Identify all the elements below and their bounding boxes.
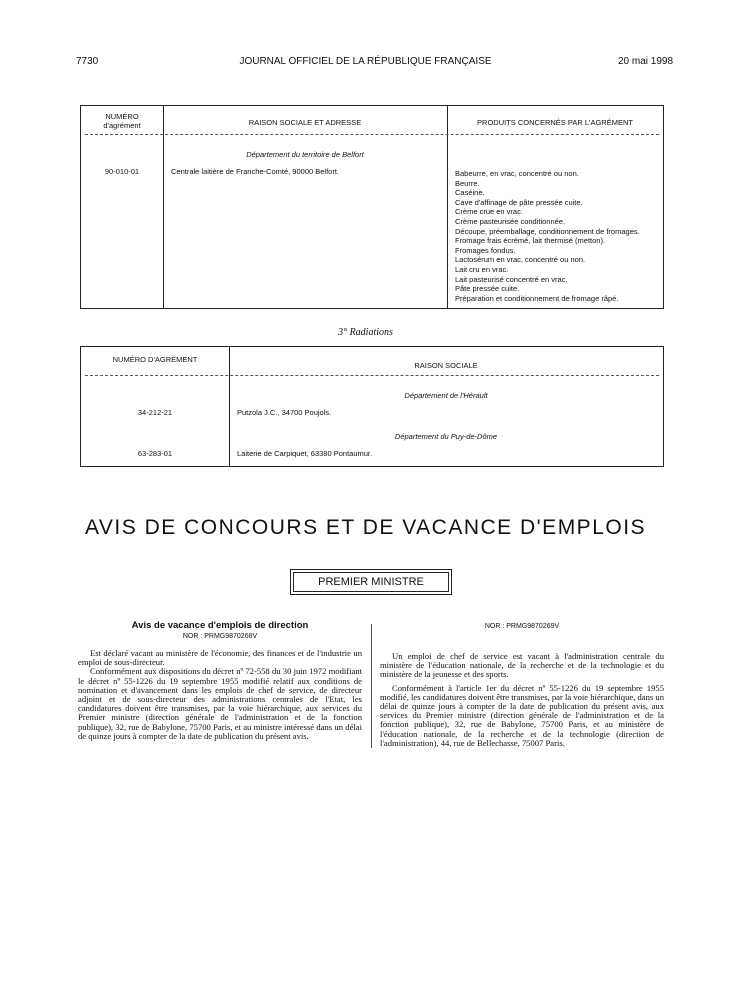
list-item: Babeurre, en vrac, concentré ou non. bbox=[455, 169, 579, 178]
list-item: Crème crue en vrac. bbox=[455, 207, 523, 217]
list-item: Découpe, préemballage, conditionnement de fromages. bbox=[455, 226, 640, 236]
list-item: Préparation et conditionnement de fromage râpé. bbox=[455, 293, 619, 303]
paragraph: Conformément à l'article 1er du décret nº 55-1226 du 19 septembre 1955 modifié, les candidatures doivent être transmises, par la voie hiérarchique, dans un délai de quinze jours à compter de la date de publication du présent avis, aux services du Premier ministre (direction générale de l'administration et de la fonction publique), 32, rue de Babylone, 75700 Paris, et au ministère de l'éducation nationale, de la recherche et de la technologie (direction de l'administration), 44, rue de Bellechasse, 75007 Paris. bbox=[380, 682, 664, 748]
nor-reference: NOR : PRMG9870269V bbox=[484, 623, 560, 630]
products-list bbox=[455, 169, 663, 303]
list-item: Crème pasteurisée conditionnée. bbox=[455, 216, 566, 226]
company-name: Putzola J.C., 34700 Poujols. bbox=[237, 408, 332, 417]
left-notice bbox=[78, 620, 362, 741]
department-label: Département du Puy-de-Dôme bbox=[394, 432, 498, 441]
page-number: 7730 bbox=[76, 56, 99, 67]
list-item: Lactosérum en vrac, concentré ou non. bbox=[455, 255, 586, 265]
col-header-company-name: RAISON SOCIALE bbox=[414, 361, 478, 370]
list-item: Beurre. bbox=[455, 178, 480, 188]
paragraph: Est déclaré vacant au ministère de l'économie, des finances et de l'industrie un emploi de sous-directeur. bbox=[78, 648, 362, 668]
list-item: Fromages fondus. bbox=[455, 245, 516, 255]
radiations-table bbox=[80, 346, 664, 467]
company-name: Centrale laitière de Franche-Comté, 90000 Belfort. bbox=[171, 167, 340, 176]
approval-table bbox=[80, 105, 664, 309]
list-item: Lait pasteurisé concentré en vrac. bbox=[455, 274, 568, 284]
col-header-company: RAISON SOCIALE ET ADRESSE bbox=[248, 118, 362, 127]
paragraph: Un emploi de chef de service est vacant à l'administration centrale du ministère de l'éducation nationale, de la recherche et de la technologie et du ministère de la jeunesse et des sports. bbox=[380, 651, 664, 680]
col-header-number: NUMÉRO d'agrément bbox=[103, 112, 141, 130]
ministry-box bbox=[290, 569, 452, 595]
radiations-heading: 3° Radiations bbox=[338, 327, 393, 338]
notice-title: Avis de vacance d'emplois de direction bbox=[131, 620, 309, 631]
list-item: Pâte pressée cuite. bbox=[455, 284, 520, 294]
list-item: Fromage frais écrémé, lait thermisé (metton). bbox=[455, 236, 606, 246]
section-title: AVIS DE CONCOURS ET DE VACANCE D'EMPLOIS bbox=[84, 516, 647, 539]
list-item: Cave d'affinage de pâte pressée cuite. bbox=[455, 197, 583, 207]
approval-number: 63-283-01 bbox=[137, 449, 173, 458]
list-item: Lait cru en vrac. bbox=[455, 264, 509, 274]
nor-reference: NOR : PRMG9870268V bbox=[182, 633, 258, 640]
journal-title: JOURNAL OFFICIEL DE LA RÉPUBLIQUE FRANÇAISE bbox=[239, 56, 492, 67]
list-item: Caséine. bbox=[455, 188, 485, 198]
paragraph: Conformément aux dispositions du décret nº 72-558 du 30 juin 1972 modifiant le décret nº 55-1226 du 19 septembre 1955 modifié relatif aux conditions de nomination et d'avancement dans les emplois de chef de service, de directeur adjoint et de sous-directeur des administrations centrales de l'Etat, les candidatures doivent être transmises, par la voie hiérarchique, aux services du Premier ministre (direction générale de l'administration et de la fonction publique), 32, rue de Babylone, 75700 Paris, et au ministre intéressé dans un délai de quinze jours à compter de la date de publication du présent avis. bbox=[78, 666, 362, 741]
right-notice bbox=[380, 620, 664, 748]
col-header-products: PRODUITS CONCERNÉS PAR L'AGRÉMENT bbox=[477, 118, 633, 127]
notice-body bbox=[380, 652, 664, 748]
notice-body bbox=[78, 649, 362, 741]
col-header-approval-number: NUMÉRO D'AGRÉMENT bbox=[112, 355, 198, 364]
approval-number: 34-212-21 bbox=[137, 408, 173, 417]
department-label: Département de l'Hérault bbox=[404, 391, 488, 400]
department-label: Département du territoire de Belfort bbox=[246, 150, 364, 159]
company-name: Laiterie de Carpiquet, 63380 Pontaumur. bbox=[237, 449, 373, 458]
approval-number: 90-010-01 bbox=[104, 167, 140, 176]
issue-date: 20 mai 1998 bbox=[618, 56, 674, 67]
ministry-label: PREMIER MINISTRE bbox=[293, 572, 449, 592]
